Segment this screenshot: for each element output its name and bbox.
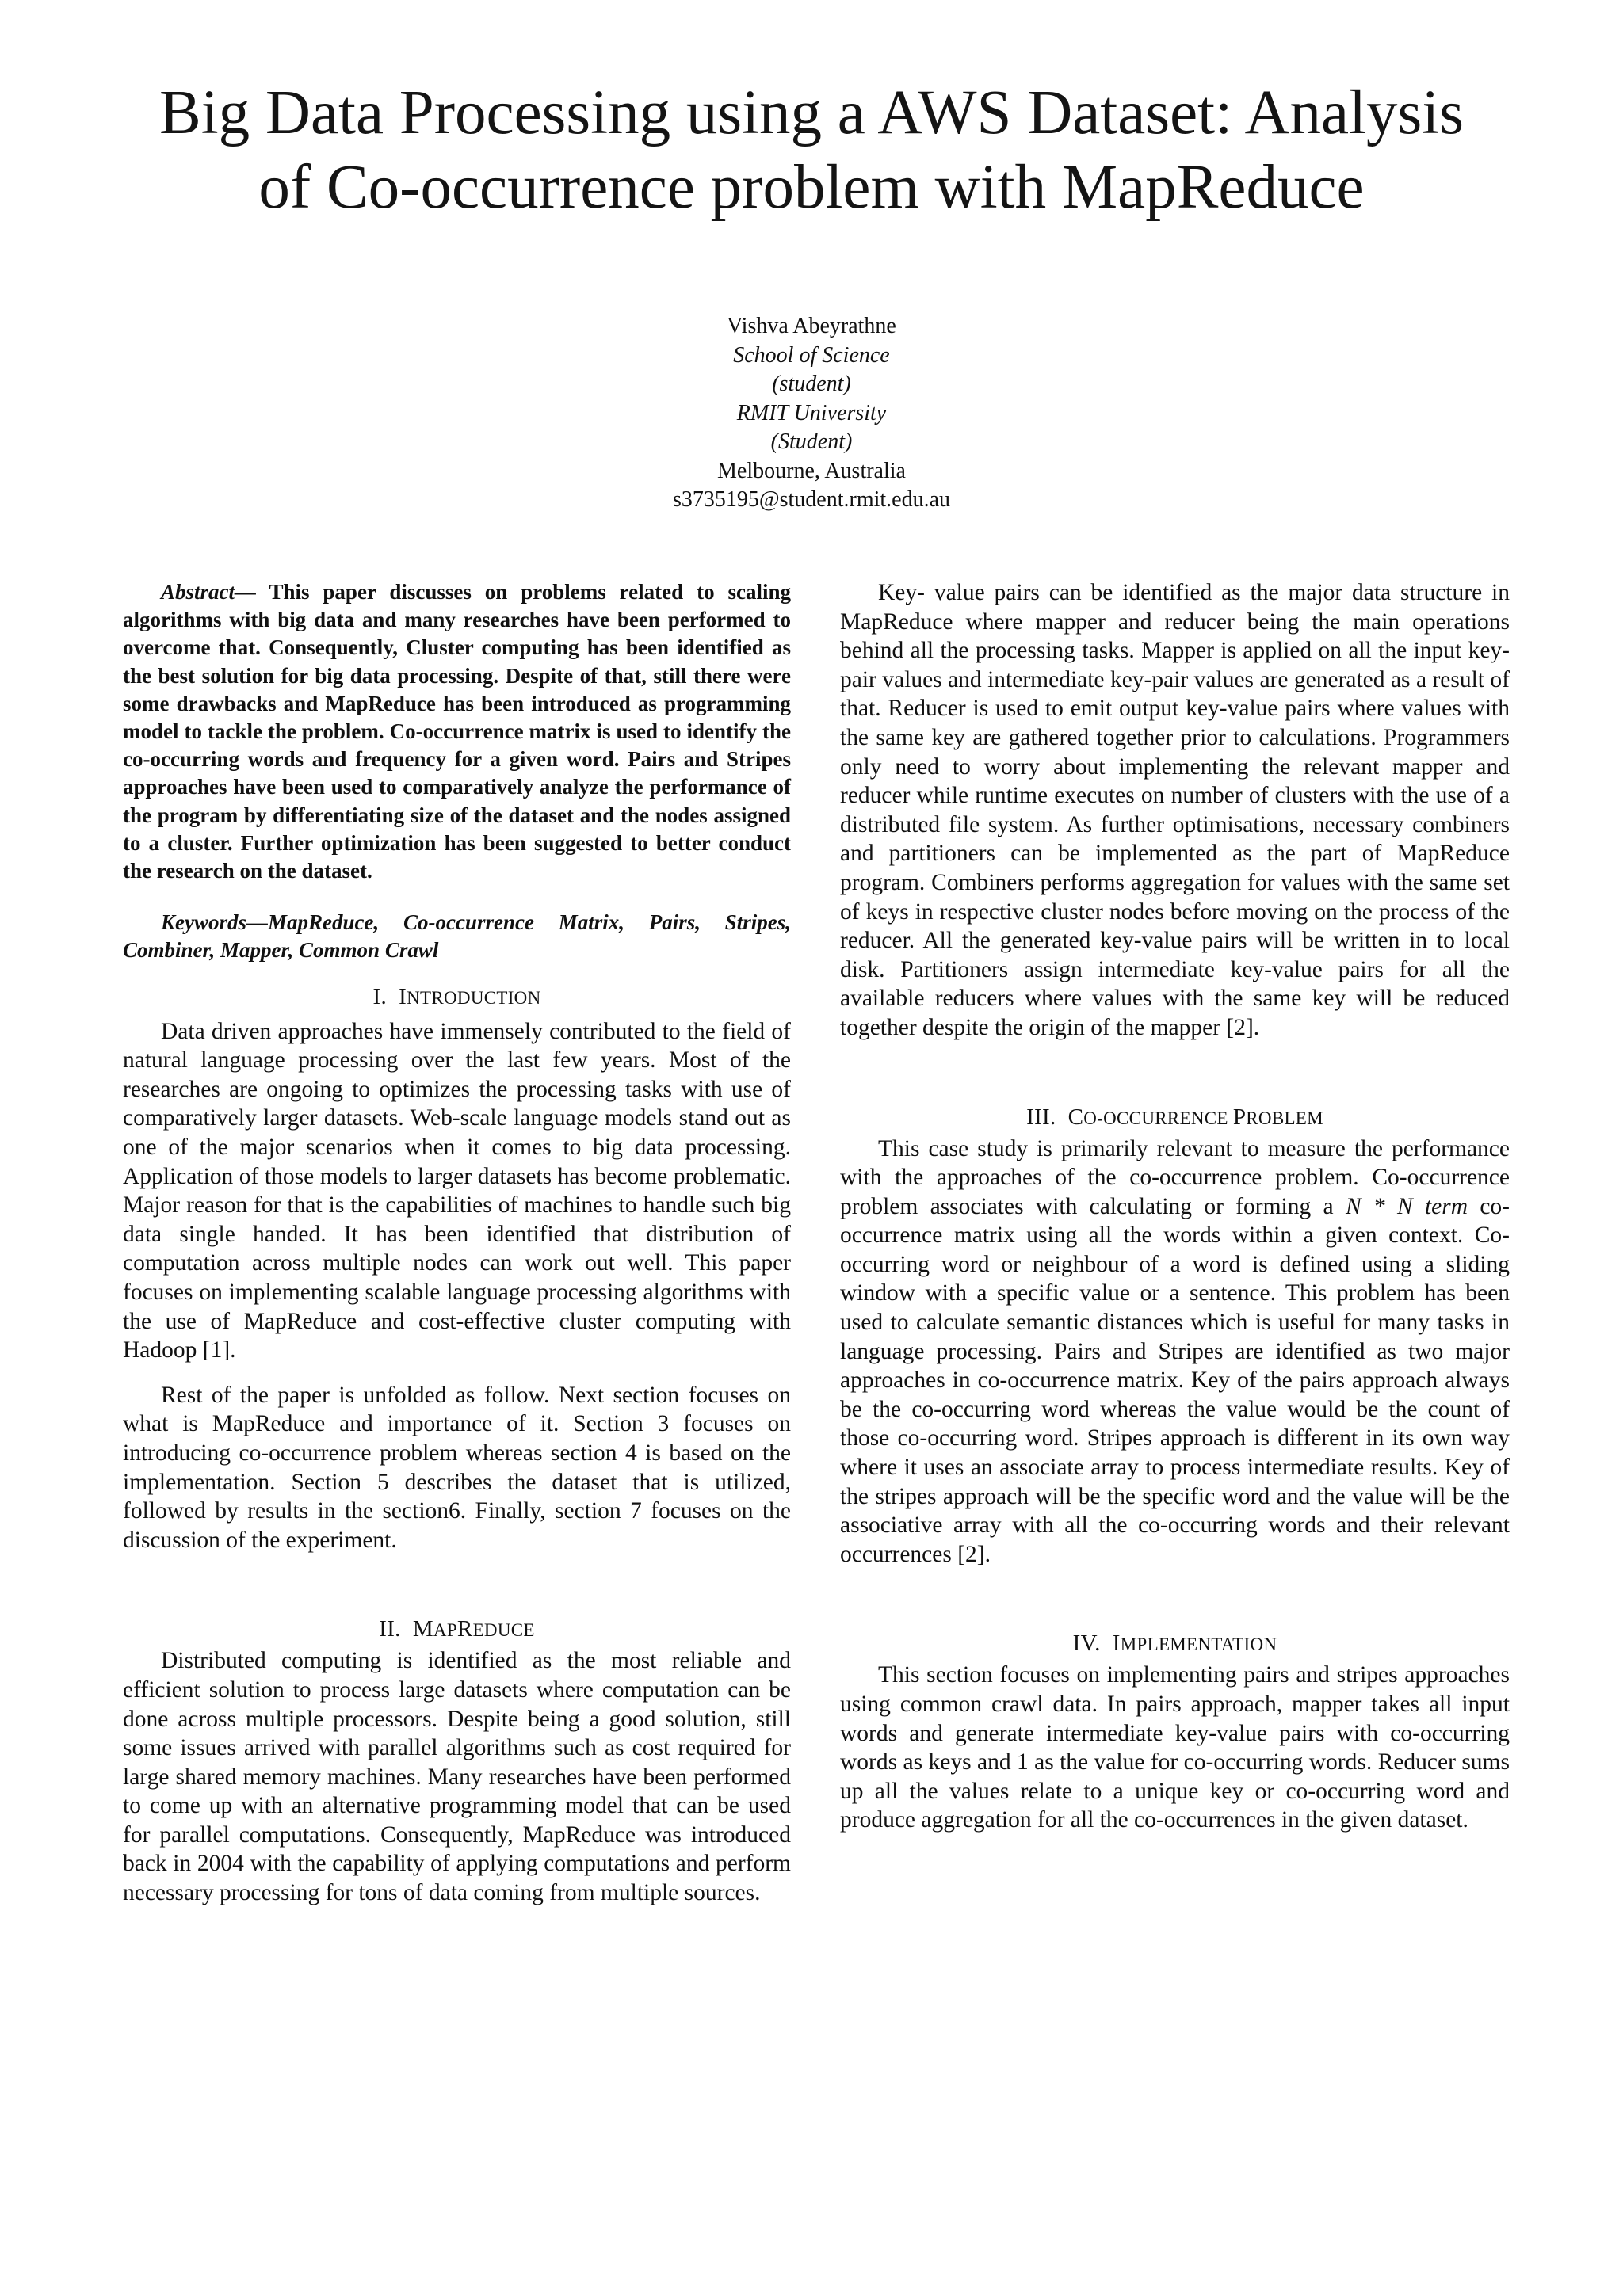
- author-school: School of Science: [733, 342, 890, 368]
- heading-rest-2: ROBLEM: [1246, 1108, 1323, 1128]
- paper-title: [95, 76, 1528, 225]
- heading-initial: C: [1067, 1104, 1084, 1130]
- cooccurrence-term: N * N term: [1345, 1193, 1468, 1219]
- keywords-text: MapReduce, Co-occurrence Matrix, Pairs, Stripes, Combiner, Mapper, Common Crawl: [123, 910, 791, 963]
- section-number: II.: [379, 1616, 401, 1642]
- section-heading-implementation: [840, 1629, 1510, 1659]
- implementation-paragraph-1: This section focuses on implementing pairs and stripes approaches using common crawl data. In pairs approach, mapper takes all input words and generate intermediate key-value pairs with co-occurring words as keys and 1 as the value for co-occurring words. Reducer sums up all the values relate to a unique key or co-occurring word and produce aggregation for all the co-occurrences in the given dataset.: [840, 1662, 1510, 1833]
- heading-rest: O-OCCURRENCE: [1083, 1108, 1233, 1128]
- mapreduce-paragraph-2: Key- value pairs can be identified as the major data structure in MapReduce where mapper and reducer being the main operations behind all the processing tasks. Mapper is applied on all the input key-pair values and intermediate key-pair values are generated as a result of that. Reducer is used to emit output key-value pairs where values with the same key are gathered together prior to calculations. Programmers only need to worry about implementing the relevant mapper and reducer while runtime executes on number of clusters with the use of a distributed file system. As further optimisations, necessary combiners and partitioners can be implemented as the part of MapReduce program. Combiners performs aggregation for values with the same set of keys in respective cluster nodes before moving on the process of the reducer. All the generated key-value pairs will be written in to local disk. Partitioners assign intermediate key-value pairs for all the available reducers where values with the same key will be reduced together despite the origin of the mapper [2].: [840, 580, 1510, 1040]
- section-number: IV.: [1072, 1630, 1101, 1657]
- author-location: Melbourne, Australia: [717, 458, 906, 483]
- keywords: [123, 909, 791, 964]
- heading-initial-2: R: [456, 1616, 473, 1642]
- author-email: s3735195@student.rmit.edu.au: [672, 487, 951, 512]
- abstract-lead: Abstract—: [161, 580, 257, 604]
- heading-rest: MPLEMENTATION: [1120, 1634, 1277, 1655]
- right-column: [840, 578, 1510, 1835]
- heading-rest: NTRODUCTION: [407, 987, 541, 1008]
- author-university: RMIT University: [736, 400, 887, 425]
- abstract: [123, 578, 791, 885]
- cooccurrence-paragraph-1: [840, 1135, 1510, 1569]
- section-heading-mapreduce: [123, 1615, 791, 1645]
- section-number: III.: [1026, 1104, 1056, 1130]
- author-role: (student): [772, 372, 851, 396]
- keywords-lead: Keywords—: [161, 910, 268, 935]
- paper-title-line-1: Big Data Processing using a AWS Dataset: Analysis: [159, 78, 1464, 147]
- abstract-text: This paper discusses on problems related to scaling algorithms with big data and many researches have been performed to overcome that. Consequently, Cluster computing has been identified as the best solution for big data processing. Despite of that, still there were some drawbacks and MapReduce has been introduced as programming model to tackle the problem. Co-occurrence matrix is used to identify the co-occurring words and frequency for a given word. Pairs and Stripes approaches have been used to comparatively analyze the performance of the program by differentiating size of the dataset and the nodes assigned to a cluster. Further optimization has been suggested to better conduct the research on the dataset.: [123, 580, 791, 883]
- heading-initial: I: [399, 983, 407, 1009]
- author-role-2: (Student): [770, 429, 853, 454]
- paper-title-line-2: of Co-occurrence problem with MapReduce: [258, 153, 1365, 222]
- author-block: [495, 312, 1128, 515]
- section-heading-cooccurrence: [840, 1103, 1510, 1133]
- section-heading-introduction: [123, 982, 791, 1013]
- introduction-paragraph-1: Data driven approaches have immensely contributed to the field of natural language processing over the last few years. Most of the researches are ongoing to optimizes the processing tasks with use of comparatively larger datasets. Web-scale language models stand out as one of the major scenarios when it comes to big data processing. Application of those models to larger datasets has become problematic. Major reason for that is the capabilities of machines to handle such big data single handed. It has been identified that distribution of computation across multiple nodes can work out well. This paper focuses on implementing scalable language processing algorithms with the use of MapReduce and cost-effective cluster computing with Hadoop [1].: [123, 1018, 791, 1363]
- cooccurrence-text-a: This case study is primarily relevant to measure the performance with the approaches of the co-occurrence problem. Co-occurrence problem associates with calculating or forming a: [840, 1135, 1510, 1219]
- author-name: Vishva Abeyrathne: [727, 314, 896, 338]
- heading-initial: M: [412, 1616, 433, 1642]
- heading-initial-2: P: [1232, 1104, 1247, 1130]
- left-column: [123, 578, 791, 1908]
- introduction-paragraph-2: Rest of the paper is unfolded as follow. Next section focuses on what is MapReduce and importance of it. Section 3 focuses on introducing co-occurrence problem whereas section 4 is based on the implementation. Section 5 describes the dataset that is utilized, followed by results in the section6. Finally, section 7 focuses on the discussion of the experiment.: [123, 1382, 791, 1553]
- mapreduce-paragraph-1: Distributed computing is identified as the most reliable and efficient solution to process large datasets where computation can be done across multiple processors. Despite being a good solution, still some issues arrived with parallel algorithms such as cost required for large shared memory machines. Many researches have been performed to come up with an alternative programming model that can be used for parallel computations. Consequently, MapReduce was introduced back in 2004 with the capability of applying computations and perform necessary processing for tons of data coming from multiple sources.: [123, 1648, 791, 1906]
- section-number: I.: [372, 983, 388, 1009]
- heading-initial: I: [1112, 1630, 1121, 1657]
- cooccurrence-text-b: co-occurrence matrix using all the words within a given context. Co-occurring word or neighbour of a word is defined using a sliding window with a specific value or a sentence. This problem has been used to calculate semantic distances which is useful for many tasks in language processing. Pairs and Stripes are identified as two major approaches in co-occurrence matrix. Key of the pairs approach always be the co-occurring word whereas the value would be the count of those co-occurring word. Stripes approach is different in its own way where it uses an associate array to process intermediate results. Key of the stripes approach will be the specific word and the value will be the associative array with all the co-occurring words and their relevant occurrences [2].: [840, 1193, 1510, 1567]
- heading-rest: AP: [433, 1620, 457, 1641]
- heading-rest-2: EDUCE: [472, 1620, 535, 1641]
